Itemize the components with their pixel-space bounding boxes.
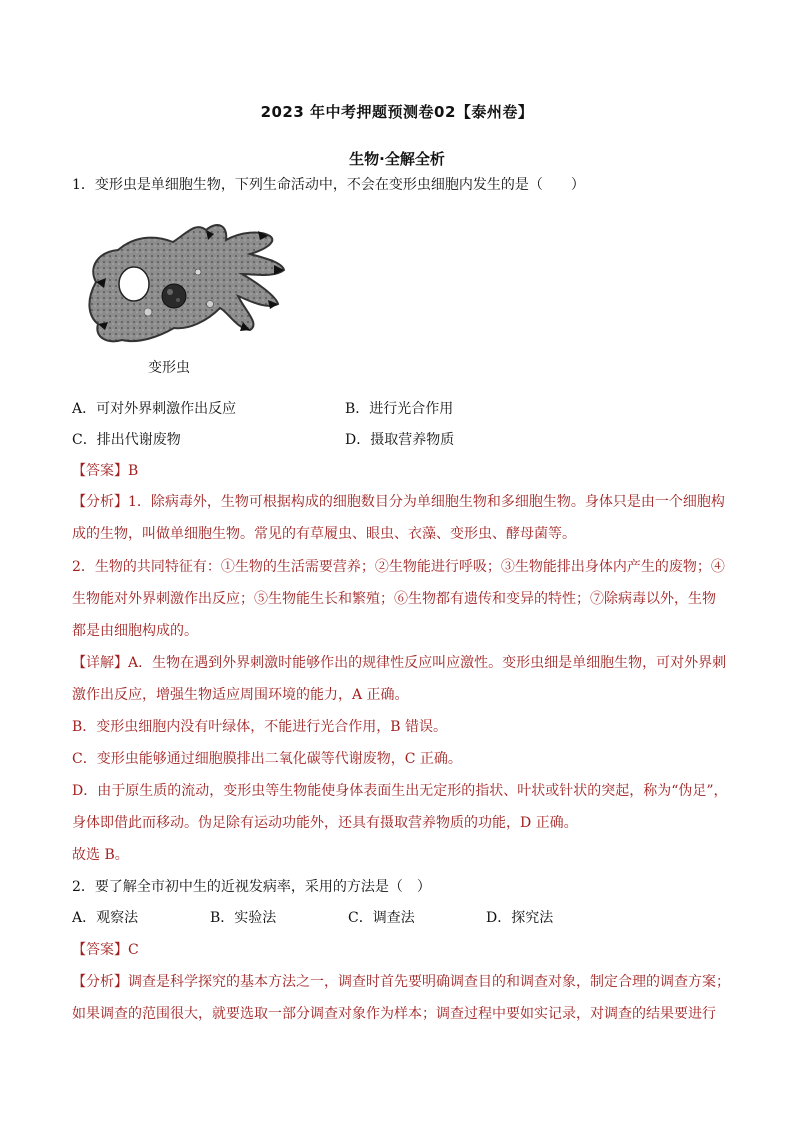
q1-analysis-line-1 [72,492,725,512]
q2-answer [72,940,139,960]
amoeba-figure [78,212,298,362]
q1-detail-line-5: D．由于原生质的流动，变形虫等生物能使身体表面生出无定形的指状、叶状或针状的突起，称为“伪足”， [72,783,728,799]
page-subtitle: 生物·全解全析 [349,150,445,168]
q1-analysis-line-3: 2．生物的共同特征有：①生物的生活需要营养；②生物能进行呼吸；③生物能排出身体内产生的废物；④ [72,559,725,575]
q1-option-c: C．排出代谢废物 [72,432,181,448]
q1-option-b: B．进行光合作用 [345,401,454,417]
q1-option-a: A．可对外界刺激作出反应 [72,401,237,417]
q1-conclusion: 故选 B。 [72,847,129,863]
analysis-text: 1．除病毒外，生物可根据构成的细胞数目分为单细胞生物和多细胞生物。身体只是由一个细胞构 [128,494,725,510]
figure-caption: 变形虫 [148,360,190,376]
detail-tag: 【详解】 [72,655,128,671]
q1-option-d: D．摄取营养物质 [345,432,455,448]
q1-detail-line-3: B．变形虫细胞内没有叶绿体，不能进行光合作用，B 错误。 [72,719,448,735]
q1-detail-line-6: 身体即借此而移动。伪足除有运动功能外，还具有摄取营养物质的功能，D 正确。 [72,815,578,831]
q1-detail-line-2: 激作出反应，增强生物适应周围环境的能力，A 正确。 [72,687,409,703]
answer-value: B [128,463,139,479]
analysis-text: 调查是科学探究的基本方法之一，调查时首先要明确调查目的和调查对象，制定合理的调查方案； [128,974,730,990]
q1-detail-line-1 [72,653,726,673]
page-title: 2023 年中考押题预测卷02【泰州卷】 [260,103,534,121]
q1-analysis-line-2: 成的生物，叫做单细胞生物。常见的有草履虫、眼虫、衣藻、变形虫、酵母菌等。 [72,526,576,542]
q2-analysis-line-1 [72,972,730,992]
q2-stem: 2．要了解全市初中生的近视发病率，采用的方法是（ ） [72,879,431,895]
analysis-tag: 【分析】 [72,494,128,510]
q1-answer [72,461,138,481]
q2-option-c: C．调查法 [348,910,415,926]
q2-option-d: D．探究法 [486,910,554,926]
q2-analysis-line-2: 如果调查的范围很大，就要选取一部分调查对象作为样本；调查过程中要如实记录，对调查的结果要进行 [72,1006,716,1022]
q1-detail-line-4: C．变形虫能够通过细胞膜排出二氧化碳等代谢废物，C 正确。 [72,751,462,767]
detail-text: A．生物在遇到外界刺激时能够作出的规律性反应叫应激性。变形虫细是单细胞生物，可对外界刺 [128,655,727,671]
q2-option-b: B．实验法 [210,910,277,926]
q2-option-a: A．观察法 [72,910,139,926]
analysis-tag: 【分析】 [72,974,128,990]
answer-tag: 【答案】 [72,942,128,958]
answer-tag: 【答案】 [72,463,128,479]
answer-value: C [128,942,139,958]
q1-stem: 1．变形虫是单细胞生物，下列生命活动中，不会在变形虫细胞内发生的是（ ） [72,177,585,193]
q1-analysis-line-4: 生物能对外界刺激作出反应；⑤生物能生长和繁殖；⑥生物都有遗传和变异的特性；⑦除病毒以外，生物 [72,591,716,607]
q1-analysis-line-5: 都是由细胞构成的。 [72,623,198,639]
